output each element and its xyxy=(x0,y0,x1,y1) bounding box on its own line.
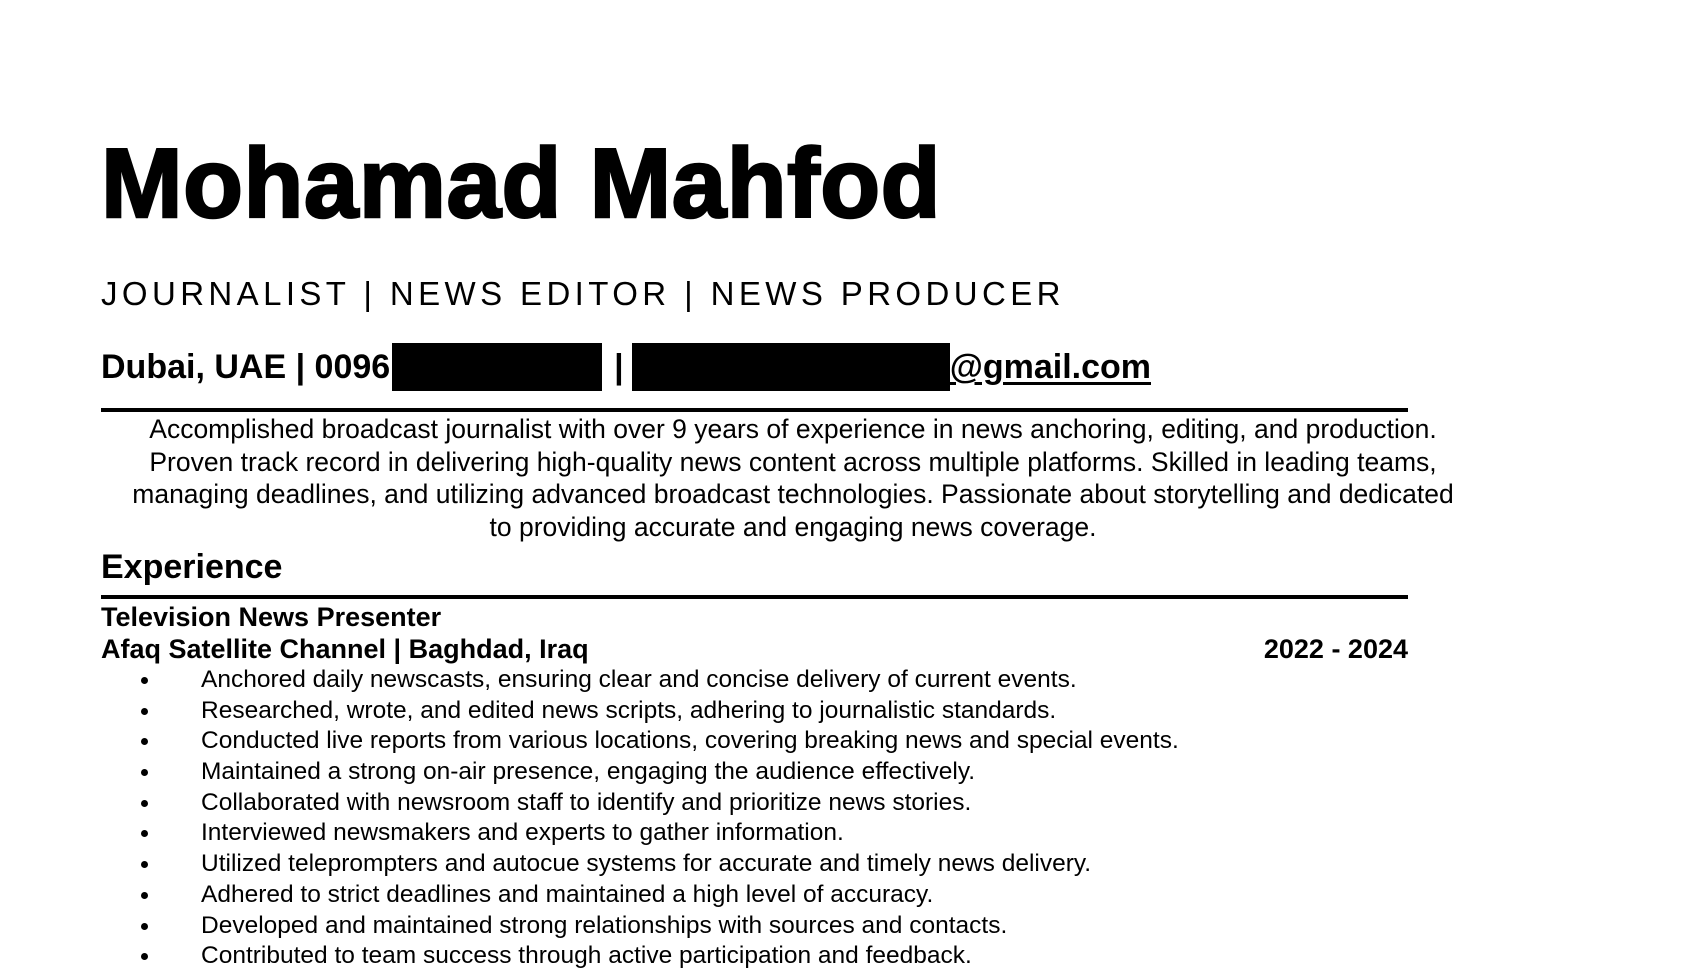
bullet-icon xyxy=(141,861,148,868)
bullet-text: Adhered to strict deadlines and maintained a high level of accuracy. xyxy=(201,880,934,908)
redacted-email-block xyxy=(632,343,950,391)
experience-divider xyxy=(101,595,1408,599)
email-suffix: @gmail.com xyxy=(949,348,1151,386)
bullet-icon xyxy=(141,800,148,807)
bullet-icon xyxy=(141,830,148,837)
bullet-text: Collaborated with newsroom staff to identify and prioritize news stories. xyxy=(201,788,972,816)
header-divider xyxy=(101,408,1408,412)
bullet-text: Conducted live reports from various locations, covering breaking news and special events. xyxy=(201,727,1179,755)
bullet-icon xyxy=(141,923,148,930)
contact-line xyxy=(101,345,1151,389)
bullet-text: Contributed to team success through active participation and feedback. xyxy=(201,942,972,970)
bullet-icon xyxy=(141,953,148,960)
bullet-icon xyxy=(141,769,148,776)
experience-heading: Experience xyxy=(101,548,283,586)
location-phone-prefix: Dubai, UAE | 0096 xyxy=(101,348,391,386)
job-title: Television News Presenter xyxy=(101,602,442,632)
bullet-icon xyxy=(141,708,148,715)
job-roles: JOURNALIST | NEWS EDITOR | NEWS PRODUCER xyxy=(101,275,1065,312)
bullet-icon xyxy=(141,677,148,684)
professional-summary: Accomplished broadcast journalist with over 9 years of experience in news anchoring, editing, and production. Proven track record in delivering high-quality news content across multiple platforms. Skilled in leading teams, managing deadlines, and utilizing advanced broadcast technologies. Passionate about storytelling and dedicated to providing accurate and engaging news coverage. xyxy=(132,414,1454,542)
candidate-name: Mohamad Mahfod xyxy=(101,128,941,238)
bullet-icon xyxy=(141,892,148,899)
bullet-text: Anchored daily newscasts, ensuring clear and concise delivery of current events. xyxy=(201,666,1077,693)
job-dates: 2022 - 2024 xyxy=(1263,634,1408,664)
bullet-icon xyxy=(141,738,148,745)
bullet-text: Interviewed newsmakers and experts to gather information. xyxy=(201,819,844,847)
contact-separator: | xyxy=(614,348,624,386)
bullet-text: Researched, wrote, and edited news scripts, adhering to journalistic standards. xyxy=(201,696,1057,724)
email-link[interactable] xyxy=(632,343,1151,391)
redacted-phone-block xyxy=(392,343,602,391)
bullet-text: Maintained a strong on-air presence, engaging the audience effectively. xyxy=(201,758,976,786)
bullet-text: Utilized teleprompters and autocue systems for accurate and timely news delivery. xyxy=(201,850,1092,878)
job-company-location: Afaq Satellite Channel | Baghdad, Iraq xyxy=(101,634,589,664)
bullet-text: Developed and maintained strong relationships with sources and contacts. xyxy=(201,911,1008,939)
